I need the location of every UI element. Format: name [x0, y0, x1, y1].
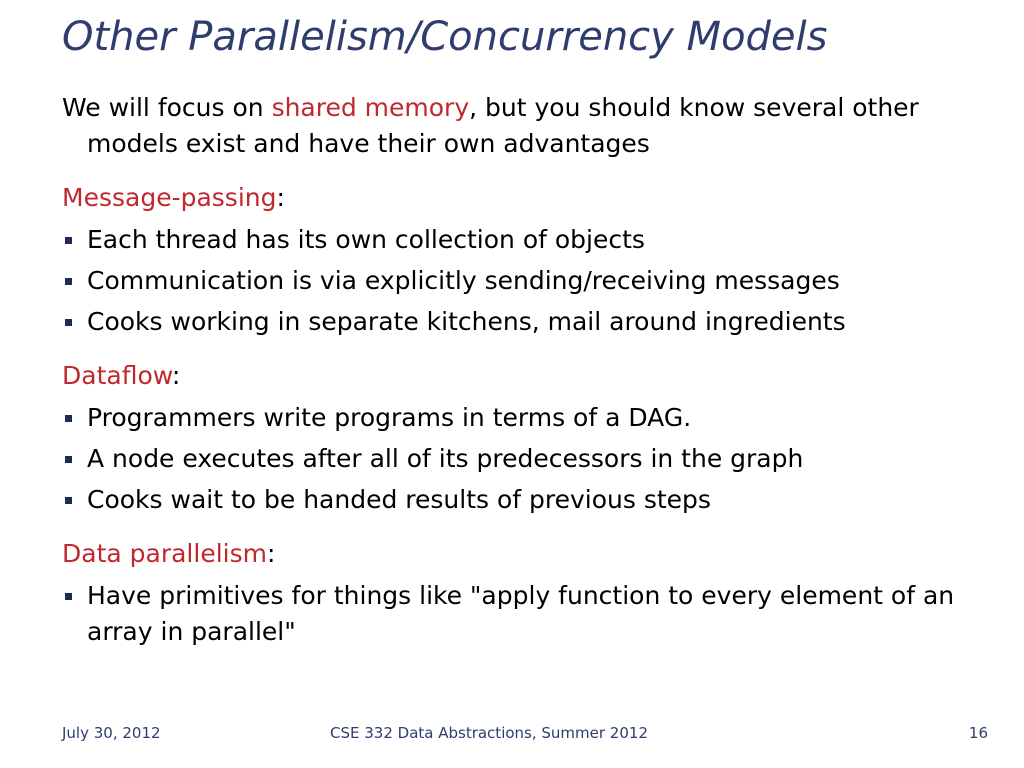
heading-colon: : [171, 361, 181, 390]
footer-date: July 30, 2012 [62, 724, 161, 742]
bullet-item [62, 222, 982, 258]
bullet-item [62, 400, 982, 436]
section-heading-label: Data parallelism [62, 539, 267, 568]
square-bullet-icon [65, 319, 72, 326]
intro-paragraph [62, 90, 982, 162]
section-heading-label: Dataflow [62, 361, 172, 390]
slide-body [62, 90, 982, 650]
bullet-list [62, 578, 982, 650]
section-data-parallelism [62, 536, 982, 650]
bullet-item [62, 304, 982, 340]
heading-colon: : [276, 183, 285, 212]
intro-highlight: shared memory [271, 93, 470, 122]
footer-page-number: 16 [968, 724, 988, 742]
heading-colon: : [266, 539, 276, 568]
bullet-item [62, 263, 982, 299]
intro-text-after: , but you should know several other models exist and have their own advantages [87, 93, 919, 158]
section-message-passing [62, 180, 982, 340]
section-heading [62, 536, 982, 572]
bullet-text: Each thread has its own collection of objects [87, 225, 645, 254]
square-bullet-icon [65, 237, 72, 244]
section-dataflow [62, 358, 982, 518]
section-heading [62, 358, 982, 394]
bullet-item [62, 441, 982, 477]
footer-course: CSE 332 Data Abstractions, Summer 2012 [330, 724, 648, 742]
bullet-list [62, 400, 982, 518]
square-bullet-icon [65, 415, 72, 422]
bullet-text: Cooks wait to be handed results of previous steps [87, 485, 711, 514]
square-bullet-icon [65, 497, 72, 504]
slide-title: Other Parallelism/Concurrency Models [62, 14, 828, 60]
bullet-text: Communication is via explicitly sending/receiving messages [87, 266, 840, 295]
bullet-item [62, 482, 982, 518]
bullet-text: Cooks working in separate kitchens, mail around ingredients [87, 307, 846, 336]
bullet-text: Have primitives for things like "apply function to every element of an array in parallel" [87, 581, 955, 646]
square-bullet-icon [65, 593, 72, 600]
bullet-item [62, 578, 982, 650]
bullet-text: Programmers write programs in terms of a DAG. [87, 403, 692, 432]
bullet-text: A node executes after all of its predecessors in the graph [87, 444, 804, 473]
square-bullet-icon [65, 456, 72, 463]
square-bullet-icon [65, 278, 72, 285]
section-heading-label: Message-passing [62, 183, 277, 212]
section-heading [62, 180, 982, 216]
intro-text-before: We will focus on [62, 93, 272, 122]
bullet-list [62, 222, 982, 340]
